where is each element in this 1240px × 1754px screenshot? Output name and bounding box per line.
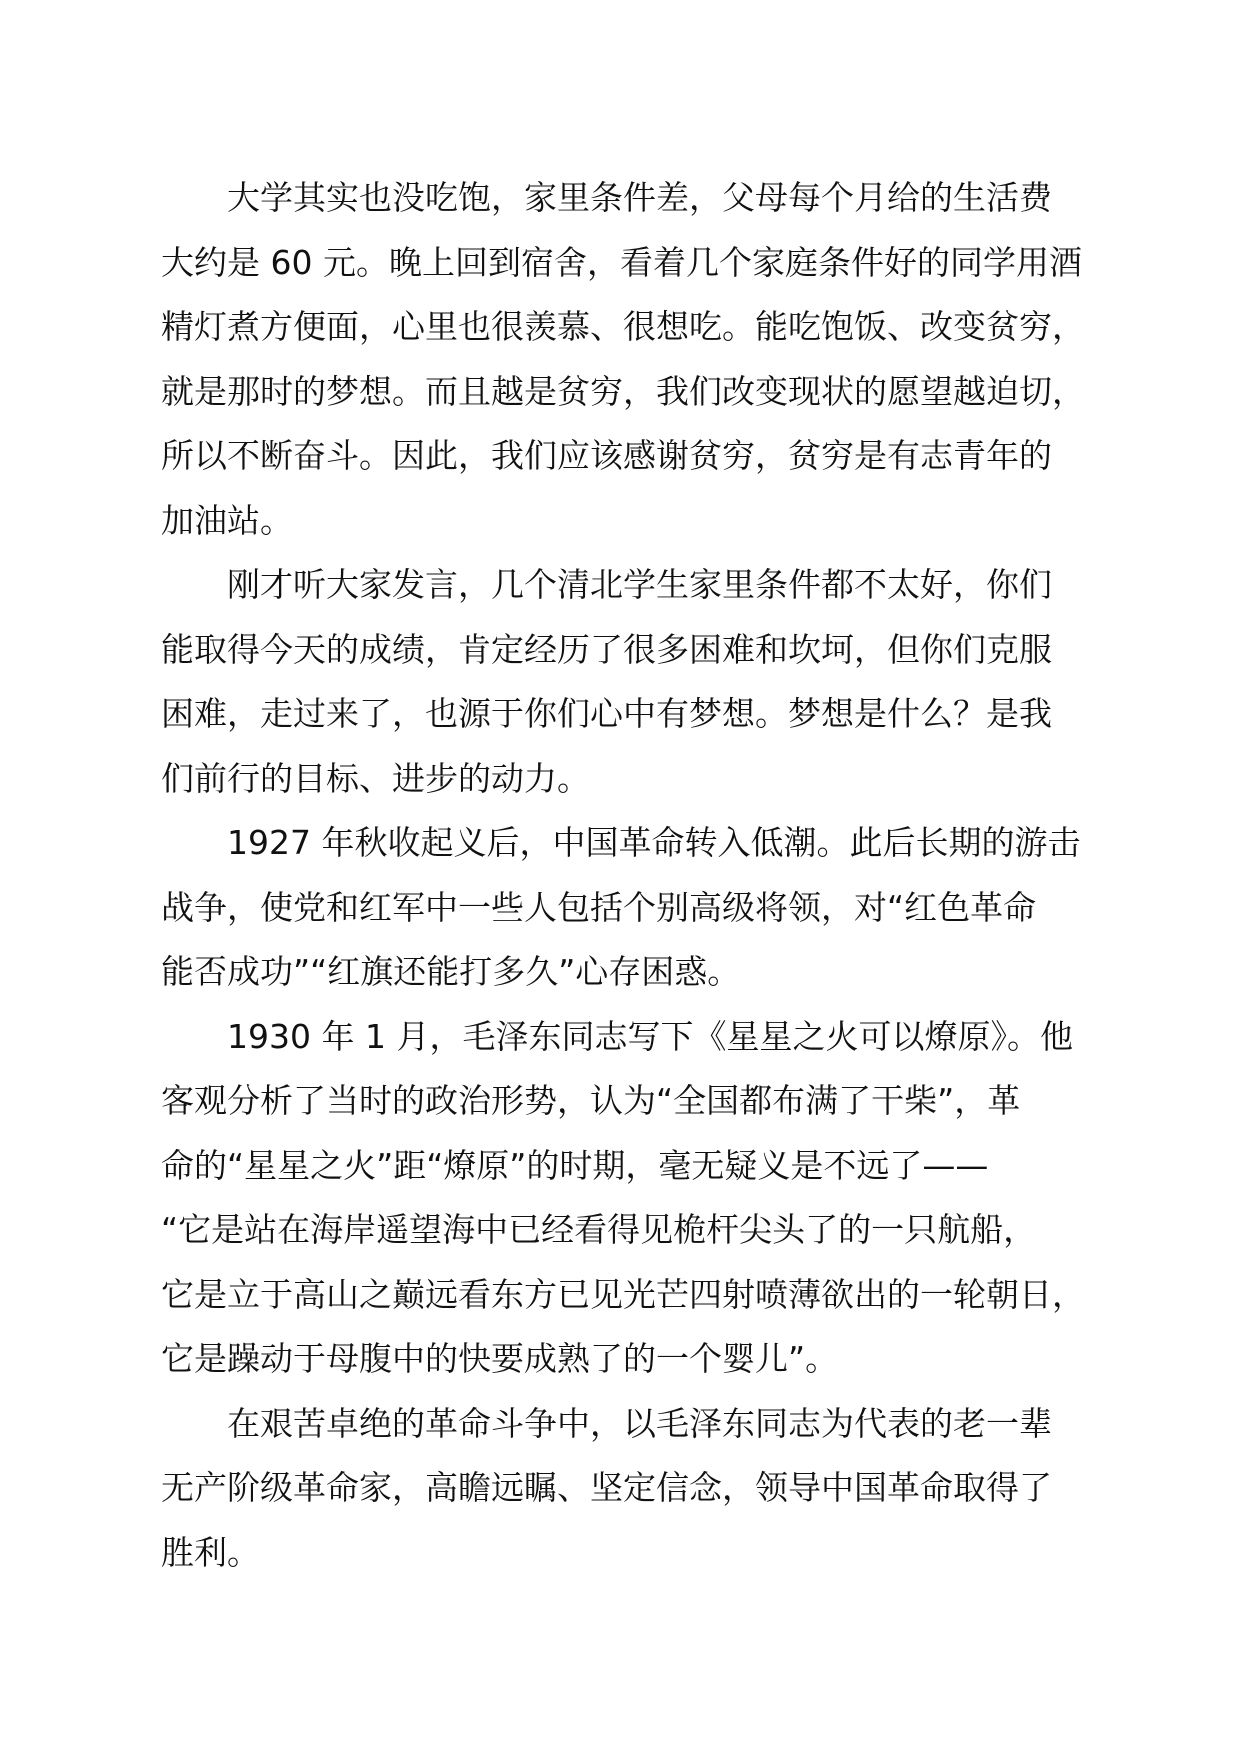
paragraph-line: “它是站在海岸遥望海中已经看得见桅杆尖头了的一只航船， bbox=[161, 1210, 1037, 1249]
paragraph-line: 无产阶级革命家，高瞻远瞩、坚定信念，领导中国革命取得了 bbox=[161, 1468, 1052, 1507]
paragraph-line: 1930 年 1 月，毛泽东同志写下《星星之火可以燎原》。他 bbox=[227, 1016, 1073, 1056]
paragraph-line: 们前行的目标、进步的动力。 bbox=[161, 758, 590, 798]
paragraph-line: 1927 年秋收起义后，中国革命转入低潮。此后长期的游击 bbox=[227, 823, 1081, 862]
paragraph-line: 它是立于高山之巅远看东方已见光芒四射喷薄欲出的一轮朝日， bbox=[161, 1274, 1085, 1314]
paragraph-line: 就是那时的梦想。而且越是贫穷，我们改变现状的愿望越迫切， bbox=[161, 371, 1085, 411]
paragraph-line: 精灯煮方便面，心里也很羡慕、很想吃。能吃饱饭、改变贫穷， bbox=[161, 307, 1085, 346]
paragraph-line: 命的“星星之火”距“燎原”的时期，毫无疑义是不远了—— bbox=[161, 1145, 989, 1185]
paragraph-line: 刚才听大家发言，几个清北学生家里条件都不太好，你们 bbox=[227, 565, 1052, 604]
paragraph-line: 胜利。 bbox=[161, 1532, 260, 1572]
paragraph-line: 能否成功”“红旗还能打多久”心存困惑。 bbox=[161, 952, 741, 991]
paragraph-line: 战争，使党和红军中一些人包括个别高级将领，对“红色革命 bbox=[161, 887, 1037, 927]
paragraph-line: 能取得今天的成绩，肯定经历了很多困难和坎坷，但你们克服 bbox=[161, 629, 1052, 669]
paragraph-line: 加油站。 bbox=[161, 500, 293, 540]
paragraph-line: 所以不断奋斗。因此，我们应该感谢贫穷，贫穷是有志青年的 bbox=[161, 436, 1052, 475]
document-body bbox=[161, 166, 1121, 1585]
paragraph-line: 大学其实也没吃饱，家里条件差，父母每个月给的生活费 bbox=[227, 178, 1052, 217]
paragraph-line: 在艰苦卓绝的革命斗争中，以毛泽东同志为代表的老一辈 bbox=[227, 1403, 1052, 1443]
paragraph-line: 大约是 60 元。晚上回到宿舍，看着几个家庭条件好的同学用酒 bbox=[161, 242, 1082, 282]
paragraph-line: 它是躁动于母腹中的快要成熟了的一个婴儿”。 bbox=[161, 1339, 839, 1378]
paragraph-line: 困难，走过来了，也源于你们心中有梦想。梦想是什么？是我 bbox=[161, 694, 1052, 733]
paragraph-line: 客观分析了当时的政治形势，认为“全国都布满了干柴”，革 bbox=[161, 1081, 1021, 1120]
